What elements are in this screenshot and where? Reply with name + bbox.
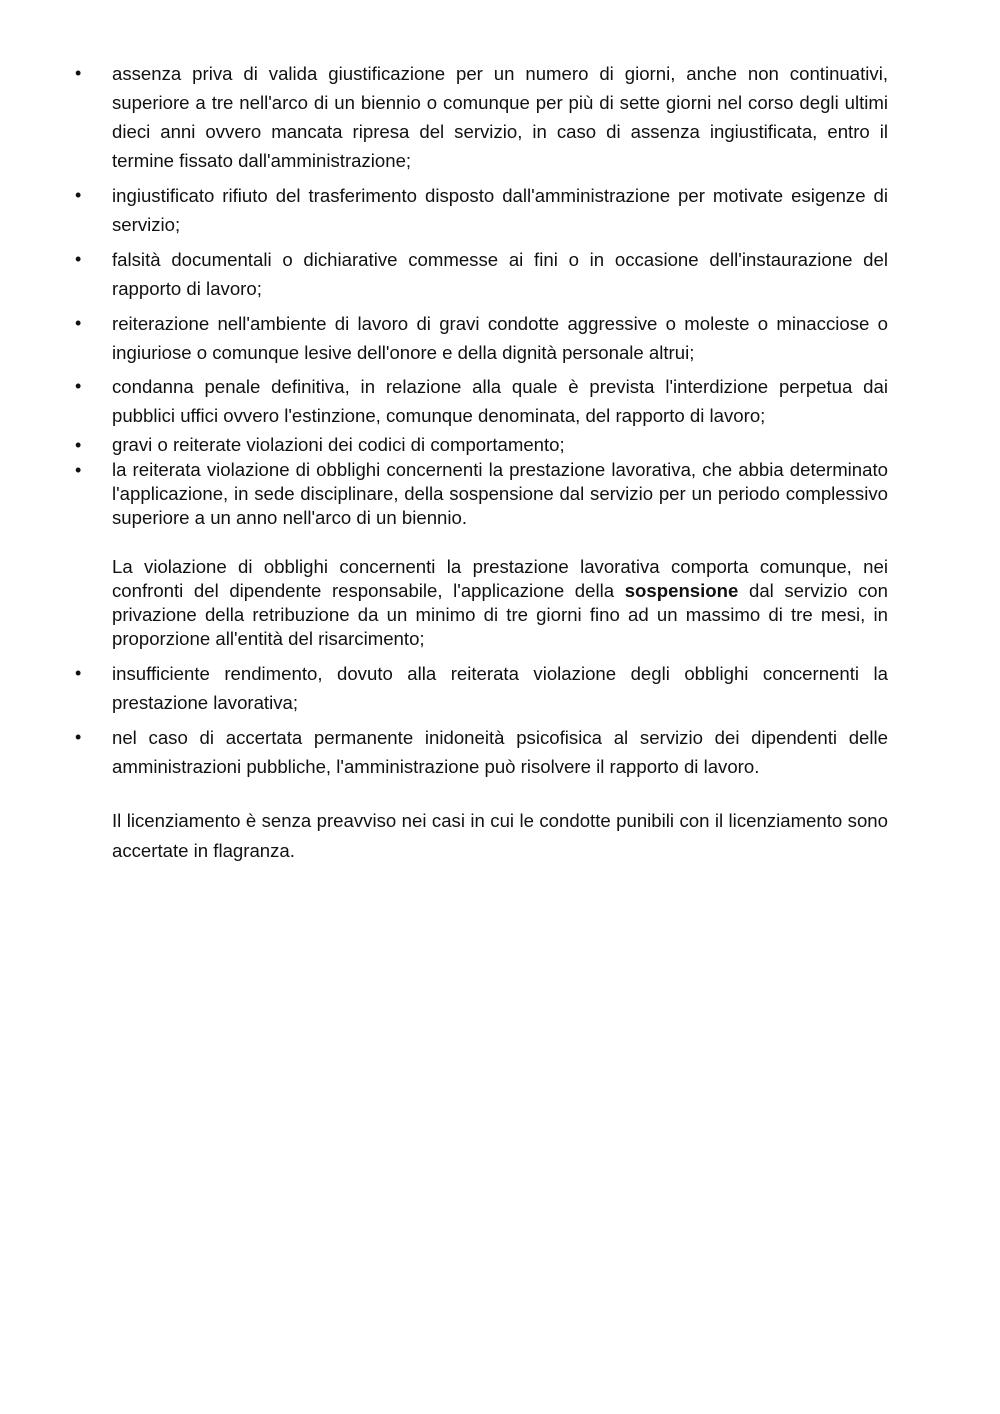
list-item: reiterazione nell'ambiente di lavoro di gravi condotte aggressive o moleste o minacciose o ingiuriose o comunque lesive dell'onore e della dignità personale altrui;	[112, 313, 888, 363]
bullet-marker: •	[75, 63, 82, 83]
violation-text-after: dal servizio con privazione della retribuzione da un minimo di tre giorni fino ad un massimo di tre mesi, in proporzione all'entità del risarcimento;	[112, 580, 888, 649]
bullet-marker: •	[75, 727, 82, 747]
violation-text-before: La violazione di obblighi concernenti la prestazione lavorativa comporta comunque, nei confronti del dipendente responsabile, l'applicazione della	[112, 556, 888, 601]
list-item: falsità documentali o dichiarative commesse ai fini o in occasione dell'instaurazione del rapporto di lavoro;	[112, 249, 888, 299]
list-item: la reiterata violazione di obblighi concernenti la prestazione lavorativa, che abbia determinato l'applicazione, in sede disciplinare, della sospensione dal servizio per un periodo complessivo superiore a un anno nell'arco di un biennio.	[112, 459, 888, 528]
closing-paragraph: Il licenziamento è senza preavviso nei casi in cui le condotte punibili con il licenziamento sono accertate in flagranza.	[112, 810, 888, 861]
list-item: gravi o reiterate violazioni dei codici di comportamento;	[112, 434, 565, 455]
list-item: ingiustificato rifiuto del trasferimento disposto dall'amministrazione per motivate esigenze di servizio;	[112, 185, 888, 235]
list-item: nel caso di accertata permanente inidoneità psicofisica al servizio dei dipendenti delle amministrazioni pubbliche, l'amministrazione può risolvere il rapporto di lavoro.	[112, 727, 888, 777]
bullet-marker: •	[75, 435, 82, 455]
bullet-marker: •	[75, 185, 82, 205]
list-item: insufficiente rendimento, dovuto alla reiterata violazione degli obblighi concernenti la prestazione lavorativa;	[112, 663, 888, 713]
bullet-marker: •	[75, 663, 82, 683]
bullet-marker: •	[75, 249, 82, 269]
list-item: assenza priva di valida giustificazione per un numero di giorni, anche non continuativi, superiore a tre nell'arco di un biennio o comunque per più di sette giorni nel corso degli ultimi dieci anni ovvero mancata ripresa del servizio, in caso di assenza ingiustificata, entro il termine fissato dall'amministrazione;	[112, 63, 888, 171]
violation-paragraph	[112, 555, 888, 651]
bullet-marker: •	[75, 376, 82, 396]
bullet-marker: •	[75, 460, 82, 480]
violation-bold-term: sospensione	[624, 580, 739, 601]
bullet-marker: •	[75, 313, 82, 333]
list-item: condanna penale definitiva, in relazione alla quale è prevista l'interdizione perpetua dai pubblici uffici ovvero l'estinzione, comunque denominata, del rapporto di lavoro;	[112, 376, 888, 426]
